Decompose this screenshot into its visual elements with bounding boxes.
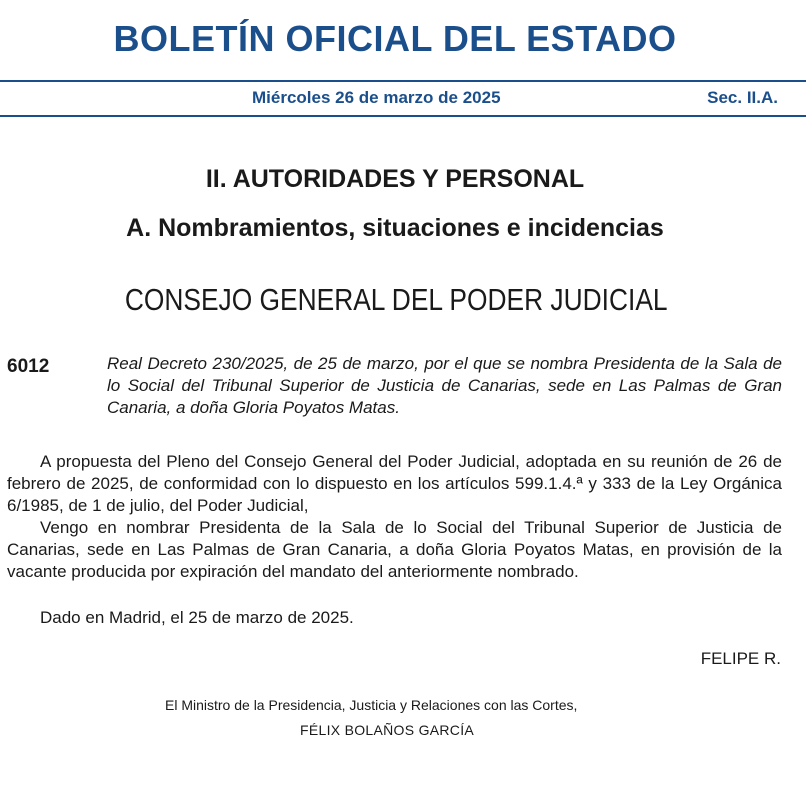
header-dateline bbox=[0, 88, 806, 112]
decree-body bbox=[7, 451, 782, 583]
reference-number: 6012 bbox=[7, 356, 50, 377]
dated-line-block bbox=[7, 607, 782, 629]
dated-line: Dado en Madrid, el 25 de marzo de 2025. bbox=[40, 608, 354, 627]
decree-summary: Real Decreto 230/2025, de 25 de marzo, por el que se nombra Presidenta de la Sala de lo Social del Tribunal Superior de Justicia de Canarias, sede en Las Palmas de Gran Canaria, a doña Gloria Poyatos Matas. bbox=[107, 354, 782, 417]
subsection-heading: A. Nombramientos, situaciones e incidencias bbox=[126, 214, 664, 242]
publication-date: Miércoles 26 de marzo de 2025 bbox=[252, 88, 501, 107]
body-paragraph: A propuesta del Pleno del Consejo General del Poder Judicial, adoptada en su reunión de 26 de febrero de 2025, de conformidad con lo dispuesto en los artículos 599.1.4.ª y 333 de la Ley Orgánica 6/1985, de 1 de julio, del Poder Judicial, bbox=[7, 452, 782, 515]
header-bottom-rule bbox=[0, 115, 806, 117]
royal-signature: FELIPE R. bbox=[700, 649, 781, 668]
boe-masthead-title: BOLETÍN OFICIAL DEL ESTADO bbox=[113, 18, 677, 59]
section-code: Sec. II.A. bbox=[707, 88, 778, 107]
minister-role: El Ministro de la Presidencia, Justicia y Relaciones con las Cortes, bbox=[165, 697, 578, 713]
organization-heading: CONSEJO GENERAL DEL PODER JUDICIAL bbox=[124, 282, 668, 317]
minister-name: FÉLIX BOLAÑOS GARCÍA bbox=[300, 722, 475, 738]
header-top-rule bbox=[0, 80, 806, 82]
body-paragraph: Vengo en nombrar Presidenta de la Sala de lo Social del Tribunal Superior de Justicia de Canarias, sede en Las Palmas de Gran Canaria, a doña Gloria Poyatos Matas, en provisión de la vacante producida por expiración del mandato del anteriormente nombrado. bbox=[7, 518, 782, 581]
section-heading: II. AUTORIDADES Y PERSONAL bbox=[205, 165, 585, 193]
